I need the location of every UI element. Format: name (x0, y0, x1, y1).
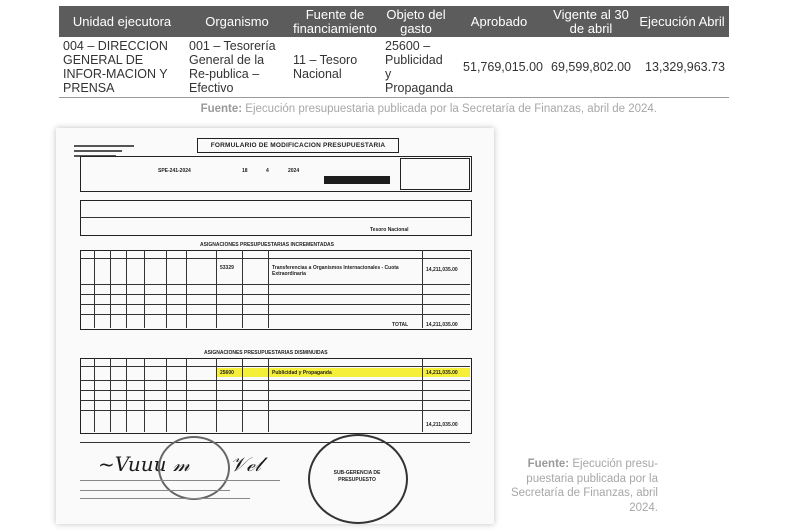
cell-unidad: 004 – DIRECCION GENERAL DE INFOR-MACION Y PRENSA (59, 37, 185, 98)
col-header-vigente: Vigente al 30 de abril (547, 6, 635, 37)
col-header-aprobado: Aprobado (451, 6, 547, 37)
col-header-unidad: Unidad ejecutora (59, 6, 185, 37)
dism-objeto: 25600 (220, 370, 234, 376)
cell-fuente: 11 – Tesoro Nacional (289, 37, 381, 98)
cell-ejecucion: 13,329,963.73 (635, 37, 729, 98)
source-caption-side (510, 457, 658, 515)
col-header-objeto: Objeto del gasto (381, 6, 451, 37)
redacted-block (324, 176, 390, 184)
signature-left: ~Vuuu 𝓂 (98, 452, 190, 476)
date-day: 18 (242, 168, 248, 174)
incremented-table (80, 250, 472, 330)
source-label: Fuente: (200, 103, 243, 115)
signature-center: 𝒱ℯ𝓁 (230, 452, 262, 476)
stamp-text: SUB-GERENCIA DE PRESUPUESTO (333, 470, 381, 483)
source-text: Ejecución presupuestaria publicada por la Secretaría de Finanzas, abril de 2024. (245, 103, 657, 115)
col-header-fuente: Fuente de financiamiento (289, 6, 381, 37)
date-month: 4 (266, 168, 269, 174)
doc-number: SPE-241-2024 (158, 168, 191, 174)
cell-vigente: 69,599,802.00 (547, 37, 635, 98)
funding-source-name: Tesoro Nacional (370, 227, 409, 233)
section-incremented-title: ASIGNACIONES PRESUPUESTARIAS INCREMENTADAS (200, 242, 334, 248)
budget-table (59, 6, 729, 98)
incr-amount: 14,211,035.00 (426, 267, 458, 273)
dism-amount: 14,211,035.00 (426, 370, 458, 376)
source-caption-top (0, 103, 657, 115)
cell-objeto: 25600 – Publicidad y Propaganda (381, 37, 451, 98)
col-header-organismo: Organismo (185, 6, 289, 37)
source-text-side: Ejecución presu-puestaria publicada por la Secretaría de Finanzas, abril 2024. (510, 458, 658, 514)
table-row (59, 37, 729, 98)
cell-organismo: 001 – Tesorería General de la Re-publica – Efectivo (185, 37, 289, 98)
scanned-budget-form (56, 128, 494, 524)
approval-date-box (400, 158, 470, 190)
dism-description: Publicidad y Propaganda (272, 370, 332, 376)
table-header-row (59, 6, 729, 37)
form-title: FORMULARIO DE MODIFICACION PRESUPUESTARIA (197, 138, 399, 153)
cell-aprobado: 51,769,015.00 (451, 37, 547, 98)
date-year: 2024 (288, 168, 300, 174)
modification-type-box (80, 200, 472, 236)
source-label-side: Fuente: (527, 458, 570, 470)
dism-total-amount: 14,211,035.00 (426, 422, 458, 428)
col-header-ejecucion: Ejecución Abril (635, 6, 729, 37)
incr-total-amount: 14,211,035.00 (426, 322, 458, 328)
incr-total-label: TOTAL (392, 322, 409, 328)
incr-description: Transferencias a Organismos Internacionales - Cuota Extraordinaria (272, 265, 399, 277)
section-decreased-title: ASIGNACIONES PRESUPUESTARIAS DISMINUIDAS (204, 350, 328, 356)
incr-objeto: 53329 (220, 265, 234, 271)
